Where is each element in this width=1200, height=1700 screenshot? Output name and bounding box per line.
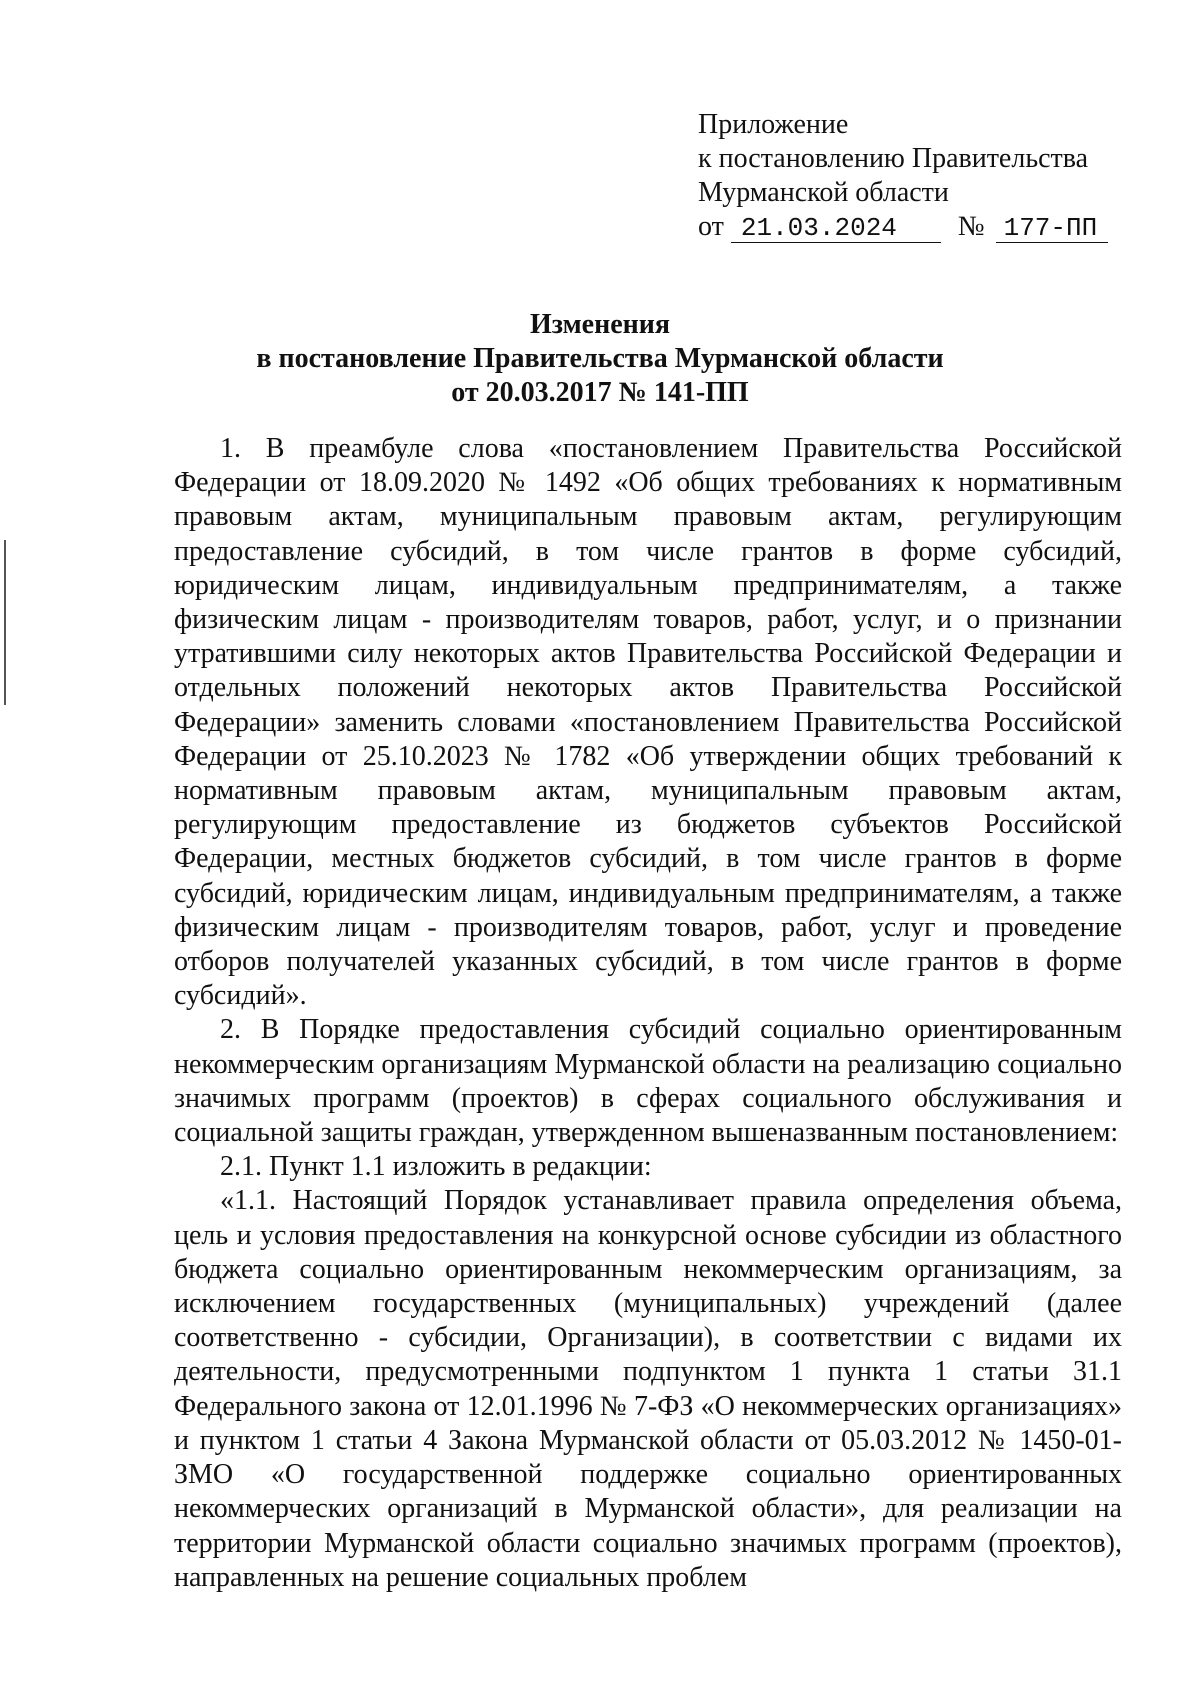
scan-edge-mark [4,540,6,705]
title-line-1: Изменения [529,309,671,340]
paragraph-2-1: 2.1. Пункт 1.1 изложить в редакции: [220,1151,652,1183]
document-body [174,432,1122,1595]
from-label: от [698,211,724,242]
number-sign: № [957,211,985,242]
appendix-line-3: Мурманской области [698,177,949,208]
title-line-3: от 20.03.2017 № 141-ПП [451,377,749,408]
appendix-date-number-line [698,210,1138,244]
title-line-2: в постановление Правительства Мурманской области [256,343,944,374]
appendix-header [698,108,1138,244]
document-date: 21.03.2024 [731,214,941,243]
paragraph-1-1-quote: «1.1. Настоящий Порядок устанавливает правила определения объема, цель и условия предоставления на конкурсной основе субсидии из областного бюджета социально ориентированным некоммерческим организациям, за исключением государственных (муниципальных) учреждений (далее соответственно - субсидии, Организации), в соответствии с видами их деятельности, предусмотренными подпунктом 1 пункта 1 статьи 31.1 Федерального закона от 12.01.1996 № 7-ФЗ «О некоммерческих организациях» и пунктом 1 статьи 4 Закона Мурманской области от 05.03.2012 № 1450-01-ЗМО «О государственной поддержке социально ориентированных некоммерческих организаций в Мурманской области», для реализации на территории Мурманской области социально значимых программ (проектов), направленных на решение социальных проблем [174,1185,1122,1593]
document-number: 177-ПП [996,214,1108,243]
document-title [150,308,1050,410]
appendix-line-2: к постановлению Правительства [698,143,1089,174]
paragraph-2: 2. В Порядке предоставления субсидий социально ориентированным некоммерческим организациям Мурманской области на реализацию социально значимых программ (проектов) в сферах социального обслуживания и социальной защиты граждан, утвержденном вышеназванным постановлением: [174,1014,1122,1149]
paragraph-1: 1. В преамбуле слова «постановлением Правительства Российской Федерации от 18.09.2020 № 1492 «Об общих требованиях к нормативным правовым актам, муниципальным правовым актам, регулирующим предоставление субсидий, в том числе грантов в форме субсидий, юридическим лицам, индивидуальным предпринимателям, а также физическим лицам - производителям товаров, работ, услуг, и о признании утратившими силу некоторых актов Правительства Российской Федерации и отдельных положений некоторых актов Правительства Российской Федерации» заменить словами «постановлением Правительства Российской Федерации от 25.10.2023 № 1782 «Об утверждении общих требований к нормативным правовым актам, муниципальным правовым актам, регулирующим предоставление из бюджетов субъектов Российской Федерации, местных бюджетов субсидий, в том числе грантов в форме субсидий, юридическим лицам, индивидуальным предпринимателям, а также физическим лицам - производителям товаров, работ, услуг и проведение отборов получателей указанных субсидий, в том числе грантов в форме субсидий». [174,433,1122,1012]
appendix-line-1: Приложение [698,109,849,140]
